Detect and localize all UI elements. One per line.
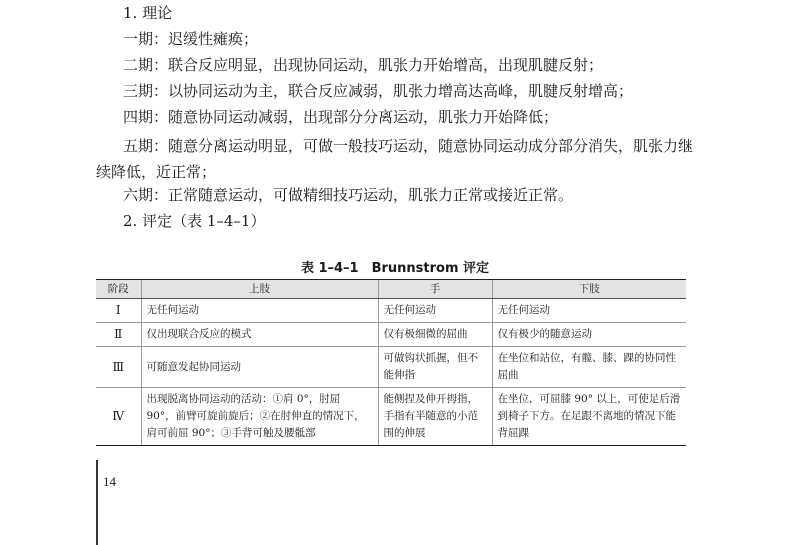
stage-cell: Ⅰ: [96, 299, 141, 323]
header-hand: 手: [378, 280, 492, 299]
stage-5-text: 五期：随意分离运动明显，可做一般技巧运动，随意协同运动成分部分消失，肌张力继续降低，近正常；: [96, 137, 694, 181]
upper-limb-cell: 无任何运动: [141, 299, 378, 323]
lower-limb-cell: 仅有极少的随意运动: [492, 323, 686, 347]
upper-limb-cell: 仅出现联合反应的模式: [141, 323, 378, 347]
table-row: [96, 347, 686, 388]
page-number: 14: [103, 474, 116, 489]
table-row: [96, 388, 686, 446]
section-heading-theory: 1. 理论: [123, 4, 173, 22]
margin-rule: [96, 460, 98, 545]
upper-limb-cell: 出现脱离协同运动的活动：①肩 0°，肘屈 90°，前臂可旋前旋后；②在肘伸直的情况下，肩可前屈 90°；③手背可触及腰骶部: [141, 388, 378, 446]
table-caption: 表 1–4–1 Brunnstrom 评定: [300, 261, 490, 276]
hand-cell: 仅有极细微的屈曲: [378, 323, 492, 347]
lower-limb-cell: 无任何运动: [492, 299, 686, 323]
header-upper-limb: 上肢: [141, 280, 378, 299]
table-header-row: [96, 280, 686, 299]
header-stage: 阶段: [96, 280, 141, 299]
stage-2-text: 二期：联合反应明显，出现协同运动，肌张力开始增高，出现肌腱反射；: [123, 56, 604, 74]
hand-cell: 无任何运动: [378, 299, 492, 323]
hand-cell: 可做钩状抓握，但不能伸指: [378, 347, 492, 388]
brunnstrom-table: [96, 279, 686, 446]
stage-3-text: 三期：以协同运动为主，联合反应减弱，肌张力增高达高峰，肌腱反射增高；: [123, 82, 634, 100]
stage-6-text: 六期：正常随意运动，可做精细技巧运动，肌张力正常或接近正常。: [123, 186, 574, 204]
hand-cell: 能侧捏及伸开拇指，手指有半随意的小范围的伸展: [378, 388, 492, 446]
table-row: [96, 323, 686, 347]
header-lower-limb: 下肢: [492, 280, 686, 299]
section-heading-assessment: 2. 评定（表 1–4–1）: [123, 212, 266, 230]
stage-cell: Ⅱ: [96, 323, 141, 347]
stage-1-text: 一期：迟缓性瘫痪；: [123, 30, 259, 48]
upper-limb-cell: 可随意发起协同运动: [141, 347, 378, 388]
table-row: [96, 299, 686, 323]
stage-cell: Ⅳ: [96, 388, 141, 446]
lower-limb-cell: 在坐位和站位，有髋、膝、踝的协同性屈曲: [492, 347, 686, 388]
stage-4-text: 四期：随意协同运动减弱，出现部分分离运动，肌张力开始降低；: [123, 108, 559, 126]
lower-limb-cell: 在坐位，可屈膝 90° 以上，可使足后滑到椅子下方。在足跟不离地的情况下能背屈踝: [492, 388, 686, 446]
stage-cell: Ⅲ: [96, 347, 141, 388]
